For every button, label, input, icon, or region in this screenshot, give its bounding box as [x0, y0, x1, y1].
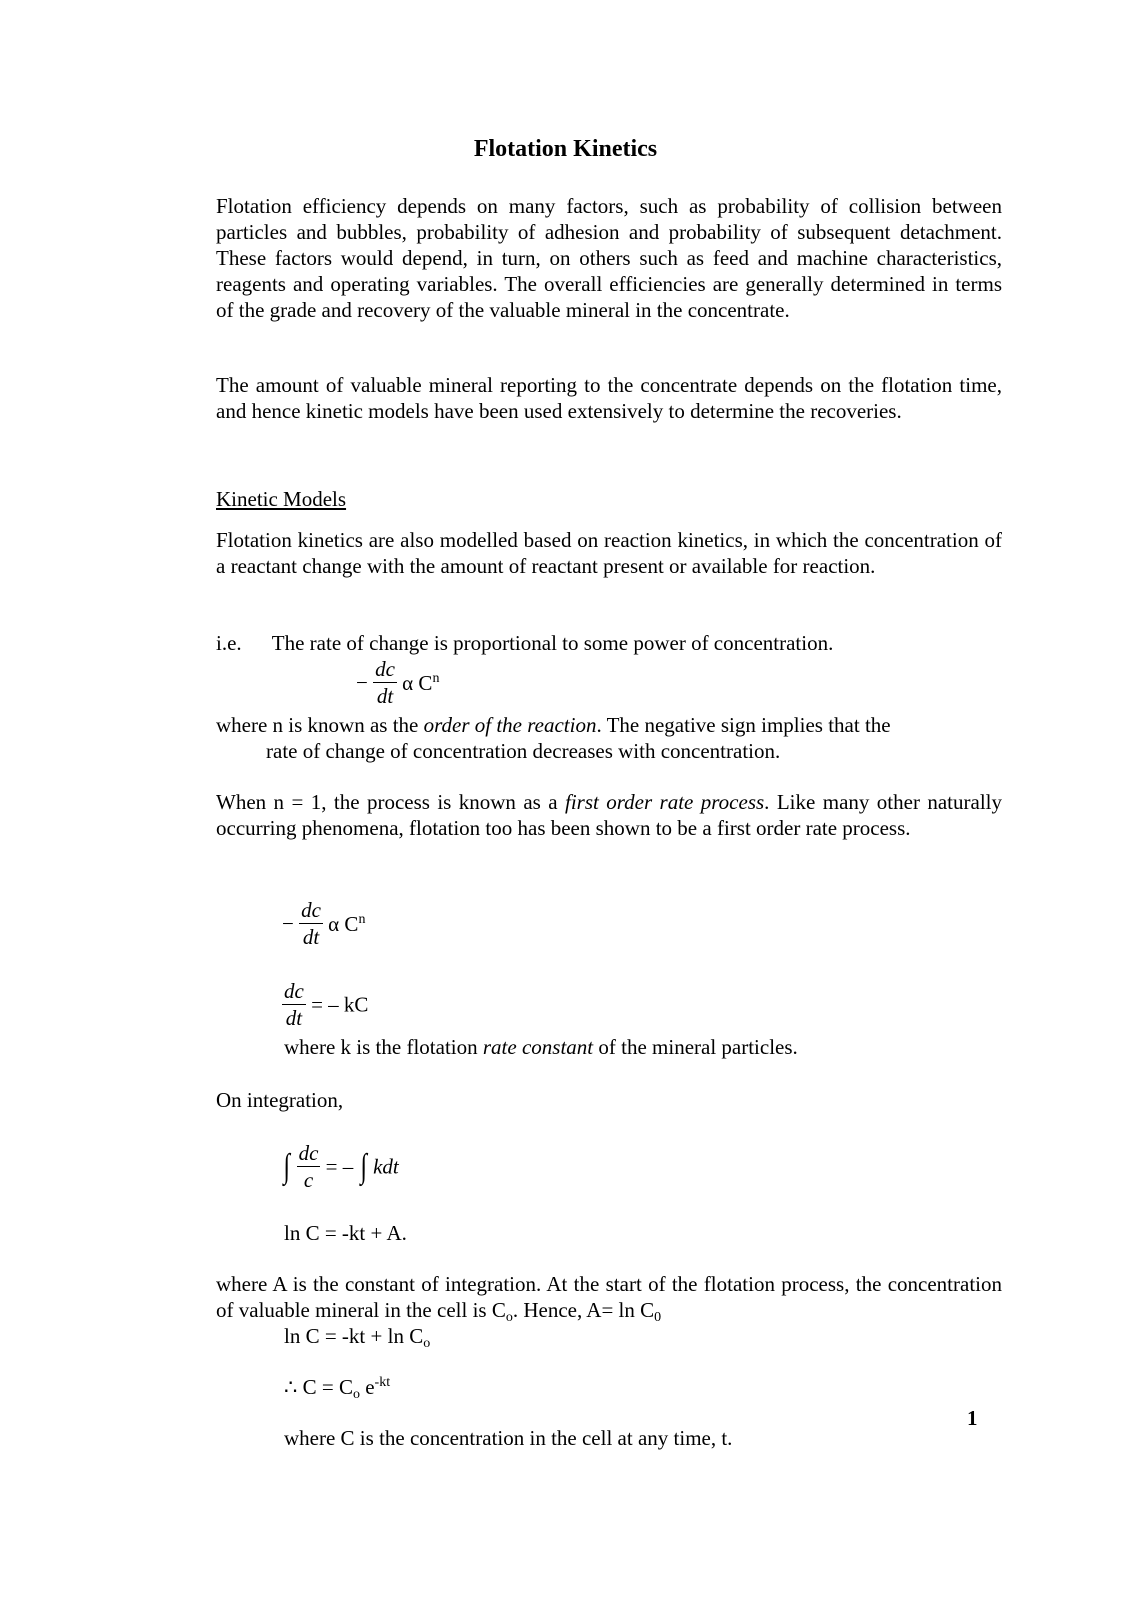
on-integration-label: On integration, [216, 1088, 344, 1112]
integration-constant-paragraph: where A is the constant of integration. At the start of the flotation process, the concentration of valuable mineral in the cell is $C_o$. Hence, $A= \ln C_0$ [216, 1272, 1002, 1325]
rate-constant-line: where k is the flotation rate constant of the mineral particles. [284, 1035, 798, 1059]
integral-symbol: ∫ [283, 1147, 290, 1185]
integration-equation [282, 1140, 399, 1193]
equals-minus-kc: = – kC [311, 992, 369, 1017]
first-order-paragraph: When n = 1, the process is known as a first order rate process. Like many other naturally occurring phenomena, flotation too has been shown to be a first order rate process. [216, 790, 1002, 840]
first-order-term: first order rate process [564, 790, 765, 814]
alpha-concentration: α $C^n$ [328, 911, 366, 936]
equation-number: 1 [967, 1406, 978, 1430]
dc-dt-fraction [373, 656, 397, 709]
ie-line [216, 630, 833, 656]
ie-label: i.e. [216, 631, 242, 655]
equals-minus: = – [325, 1154, 354, 1179]
order-of-reaction-line-2: rate of change of concentration decreases with concentration. [266, 739, 781, 763]
rate-proportional-equation-2 [282, 897, 365, 950]
exponential-equation: ∴ $C = C_o$ $e^{-kt}$ [284, 1375, 391, 1402]
order-of-reaction-term: order of the reaction [423, 713, 597, 737]
intro-paragraph: Flotation efficiency depends on many factors, such as probability of collision between particles and bubbles, probability of adhesion and probability of subsequent detachment. These factors would depend, in turn, on others such as feed and machine characteristics, reagents and operating variables. The overall efficiencies are generally determined in terms of the grade and recovery of the valuable mineral in the concentrate. [216, 194, 1002, 322]
minus-sign: − [282, 911, 294, 936]
dc-c-fraction: $\frac{dc}{c}$ [298, 1141, 319, 1192]
rate-constant-term: rate constant [482, 1035, 594, 1059]
minus-sign: − [356, 670, 368, 695]
dc-dt-fraction: $\frac{dc}{dt}$ [301, 898, 321, 949]
ln-equation: ln C = -kt + A. [284, 1221, 407, 1245]
flotation-time-paragraph: The amount of valuable mineral reporting to the concentrate depends on the flotation time, and hence kinetic models have been used extensively to determine the recoveries. [216, 373, 1002, 423]
order-of-reaction-line: where n is known as the order of the reaction. The negative sign implies that the [216, 713, 891, 737]
rate-proportional-equation [356, 656, 439, 709]
dc-dt-fraction: $\frac{dc}{dt}$ [284, 979, 304, 1030]
alpha-concentration: α $C^n$ [402, 670, 440, 695]
ln-equation-2: $\ln C = -kt + \ln C_o$ [284, 1324, 431, 1351]
integral-symbol-2: ∫ [359, 1147, 367, 1185]
concentration-definition: where C is the concentration in the cell at any time, t. [284, 1426, 733, 1450]
kdt-term: kdt [373, 1154, 399, 1179]
kinetic-models-heading: Kinetic Models [216, 487, 347, 511]
fraction-numerator: dc [375, 657, 395, 681]
page-title: Flotation Kinetics [473, 136, 658, 162]
reaction-kinetics-paragraph: Flotation kinetics are also modelled based on reaction kinetics, in which the concentration of a reactant change with the amount of reactant present or available for reaction. [216, 528, 1002, 578]
ie-text: The rate of change is proportional to some power of concentration. [271, 631, 834, 655]
first-order-rate-equation [282, 978, 368, 1031]
fraction-denominator: dt [376, 684, 394, 708]
